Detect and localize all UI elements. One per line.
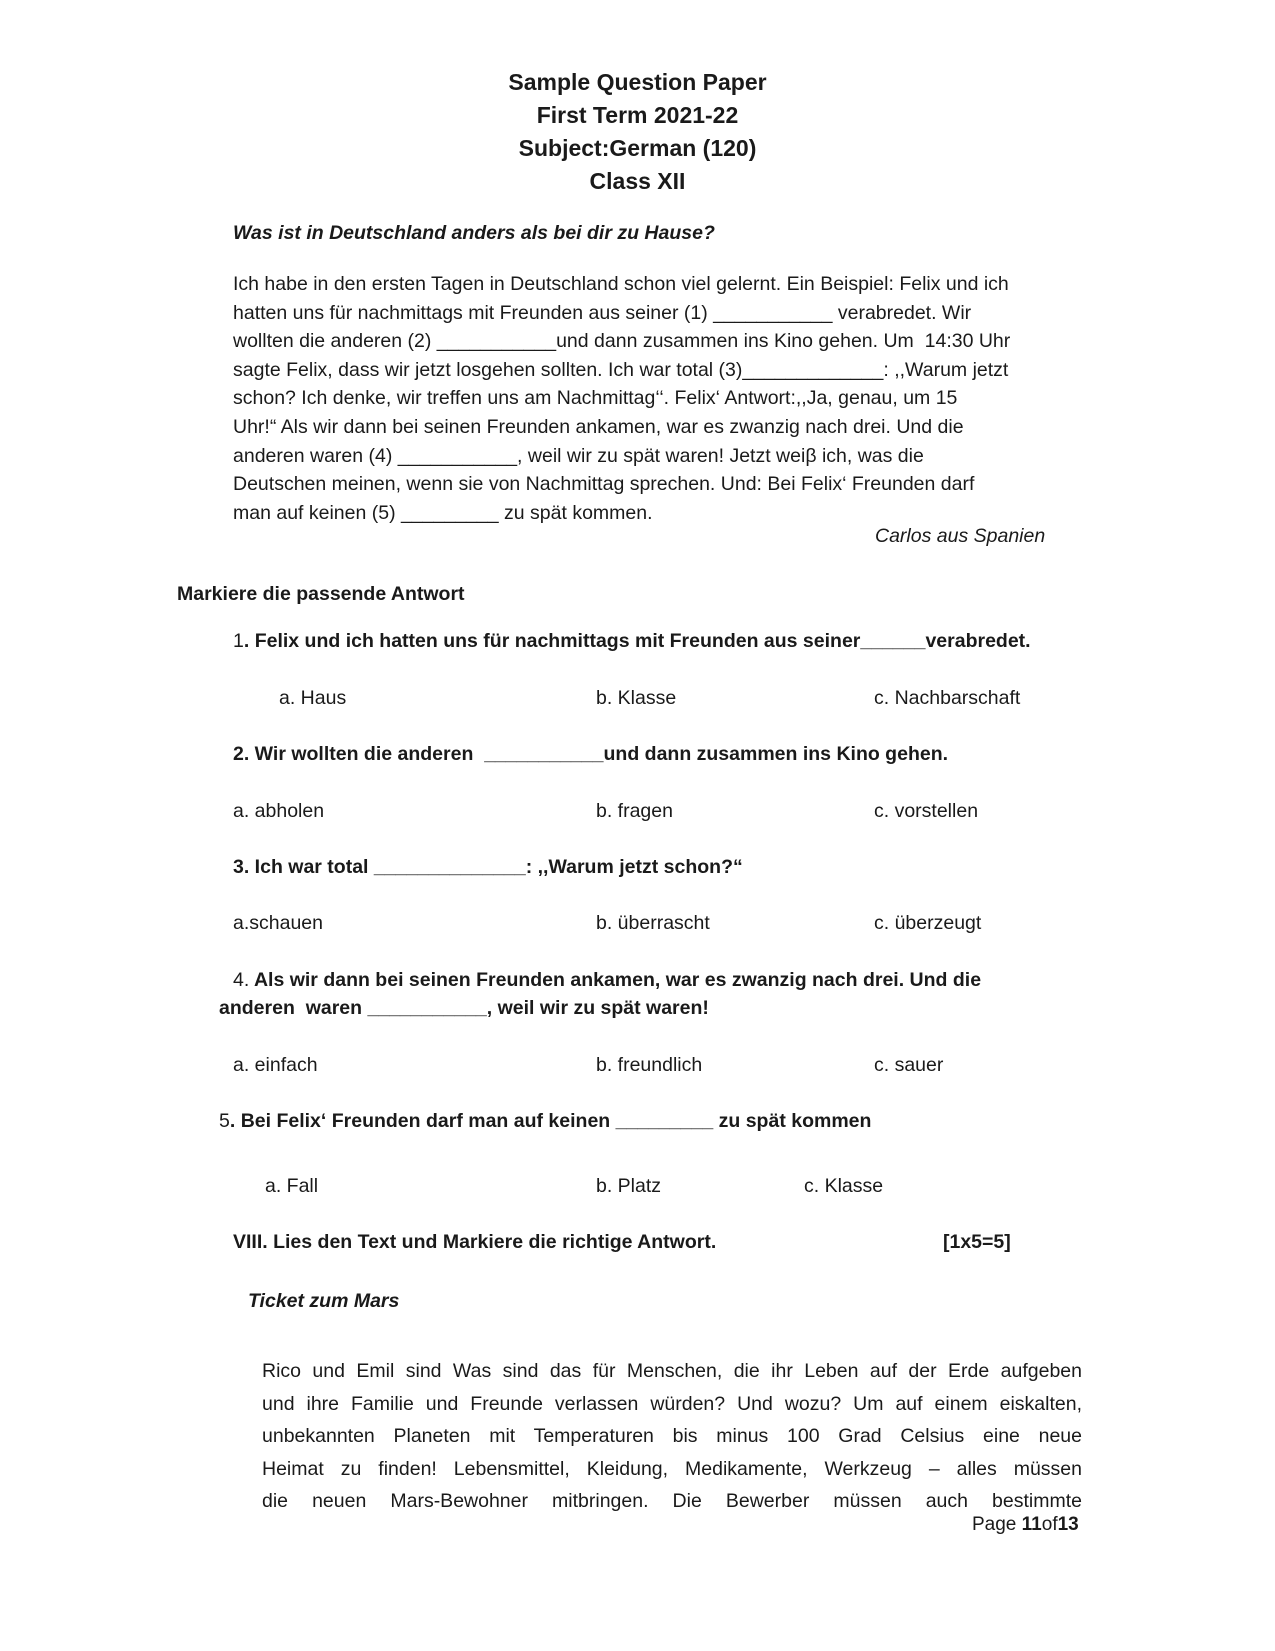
section-heading: Markiere die passende Antwort [177,583,465,605]
passage1-line: Ich habe in den ersten Tagen in Deutschland schon viel gelernt. Ein Beispiel: Felix und ich [233,273,1009,295]
page-number [972,1514,1079,1536]
question-number: 4. [233,969,250,991]
page-current: 11 [1021,1514,1042,1535]
section8-heading: VIII. Lies den Text und Markiere die richtige Antwort. [233,1231,717,1253]
passage1-line: sagte Felix, dass wir jetzt losgehen sollten. Ich war total (3)_____________: ,,Warum jetzt [233,358,1009,381]
section8-line: und ihre Familie und Freunde verlassen würden? Und wozu? Um auf einem eiskalten, [262,1392,1082,1415]
section8-title: Ticket zum Mars [248,1290,400,1312]
option-c[interactable]: c. vorstellen [874,800,979,822]
passage1-line: hatten uns für nachmittags mit Freunden aus seiner (1) ___________ verabredet. Wir [233,301,972,324]
section8-line: die neuen Mars-Bewohner mitbringen. Die Bewerber müssen auch bestimmte [262,1490,1082,1512]
option-c[interactable]: c. überzeugt [874,912,982,934]
option-b[interactable]: b. Klasse [596,687,677,709]
question-4-continued: anderen waren ___________, weil wir zu spät waren! [219,997,709,1019]
page-prefix: Page [972,1514,1022,1535]
passage1-line: schon? Ich denke, wir treffen uns am Nachmittag‘‘. Felix‘ Antwort:,,Ja, genau, um 15 [233,387,958,410]
section8-body [262,1355,1082,1518]
page-total: 13 [1057,1514,1079,1535]
header-term: First Term 2021-22 [536,102,739,128]
header-class: Class XII [589,168,686,194]
question-text: Als wir dann bei seinen Freunden ankamen, war es zwanzig nach drei. Und die [249,969,982,991]
option-b[interactable]: b. fragen [596,800,673,822]
passage1-title: Was ist in Deutschland anders als bei dir zu Hause? [233,222,715,244]
option-a[interactable]: a. einfach [233,1054,318,1076]
passage1-body [233,270,1093,527]
option-c[interactable]: c. Klasse [804,1175,884,1197]
passage1-line: man auf keinen (5) _________ zu spät kommen. [233,501,653,524]
page-of: of [1041,1514,1058,1535]
section8-line: unbekannten Planeten mit Temperaturen bis minus 100 Grad Celsius eine neue [262,1425,1082,1447]
question-text: . Bei Felix‘ Freunden darf man auf keinen _________ zu spät kommen [229,1110,872,1132]
header-title: Sample Question Paper [508,69,767,95]
question-1 [233,630,1031,653]
option-a[interactable]: a. Fall [265,1175,319,1197]
option-a[interactable]: a.schauen [233,912,323,934]
option-c[interactable]: c. sauer [874,1054,944,1076]
option-c[interactable]: c. Nachbarschaft [874,687,1021,709]
passage1-line: Deutschen meinen, wenn sie von Nachmittag sprechen. Und: Bei Felix‘ Freunden darf [233,473,975,496]
question-5 [219,1110,871,1133]
question-3: 3. Ich war total ______________: ,,Warum jetzt schon?“ [233,856,743,878]
passage1-line: wollten die anderen (2) ___________und dann zusammen ins Kino gehen. Um 14:30 Uhr [233,330,1011,353]
section8-line: Rico und Emil sind Was sind das für Menschen, die ihr Leben auf der Erde aufgeben [262,1360,1082,1382]
question-text: . Felix und ich hatten uns für nachmittags mit Freunden aus seiner______verabredet. [243,630,1031,652]
passage1-line: anderen waren (4) ___________, weil wir zu spät waren! Jetzt weiβ ich, was die [233,444,924,467]
question-2: 2. Wir wollten die anderen ___________und dann zusammen ins Kino gehen. [233,743,949,765]
option-b[interactable]: b. freundlich [596,1054,703,1076]
question-number: 5 [219,1110,230,1132]
question-number: 1 [233,630,244,652]
section8-line: Heimat zu finden! Lebensmittel, Kleidung, Medikamente, Werkzeug – alles müssen [262,1457,1082,1480]
question-4 [233,969,981,992]
option-a[interactable]: a. Haus [279,687,347,709]
option-a[interactable]: a. abholen [233,800,325,822]
section8-marks: [1x5=5] [943,1231,1011,1253]
option-b[interactable]: b. überrascht [596,912,710,934]
passage1-author: Carlos aus Spanien [875,525,1046,547]
header-subject: Subject:German (120) [518,135,757,161]
option-b[interactable]: b. Platz [596,1175,662,1197]
passage1-line: Uhr!“ Als wir dann bei seinen Freunden ankamen, war es zwanzig nach drei. Und die [233,415,964,438]
